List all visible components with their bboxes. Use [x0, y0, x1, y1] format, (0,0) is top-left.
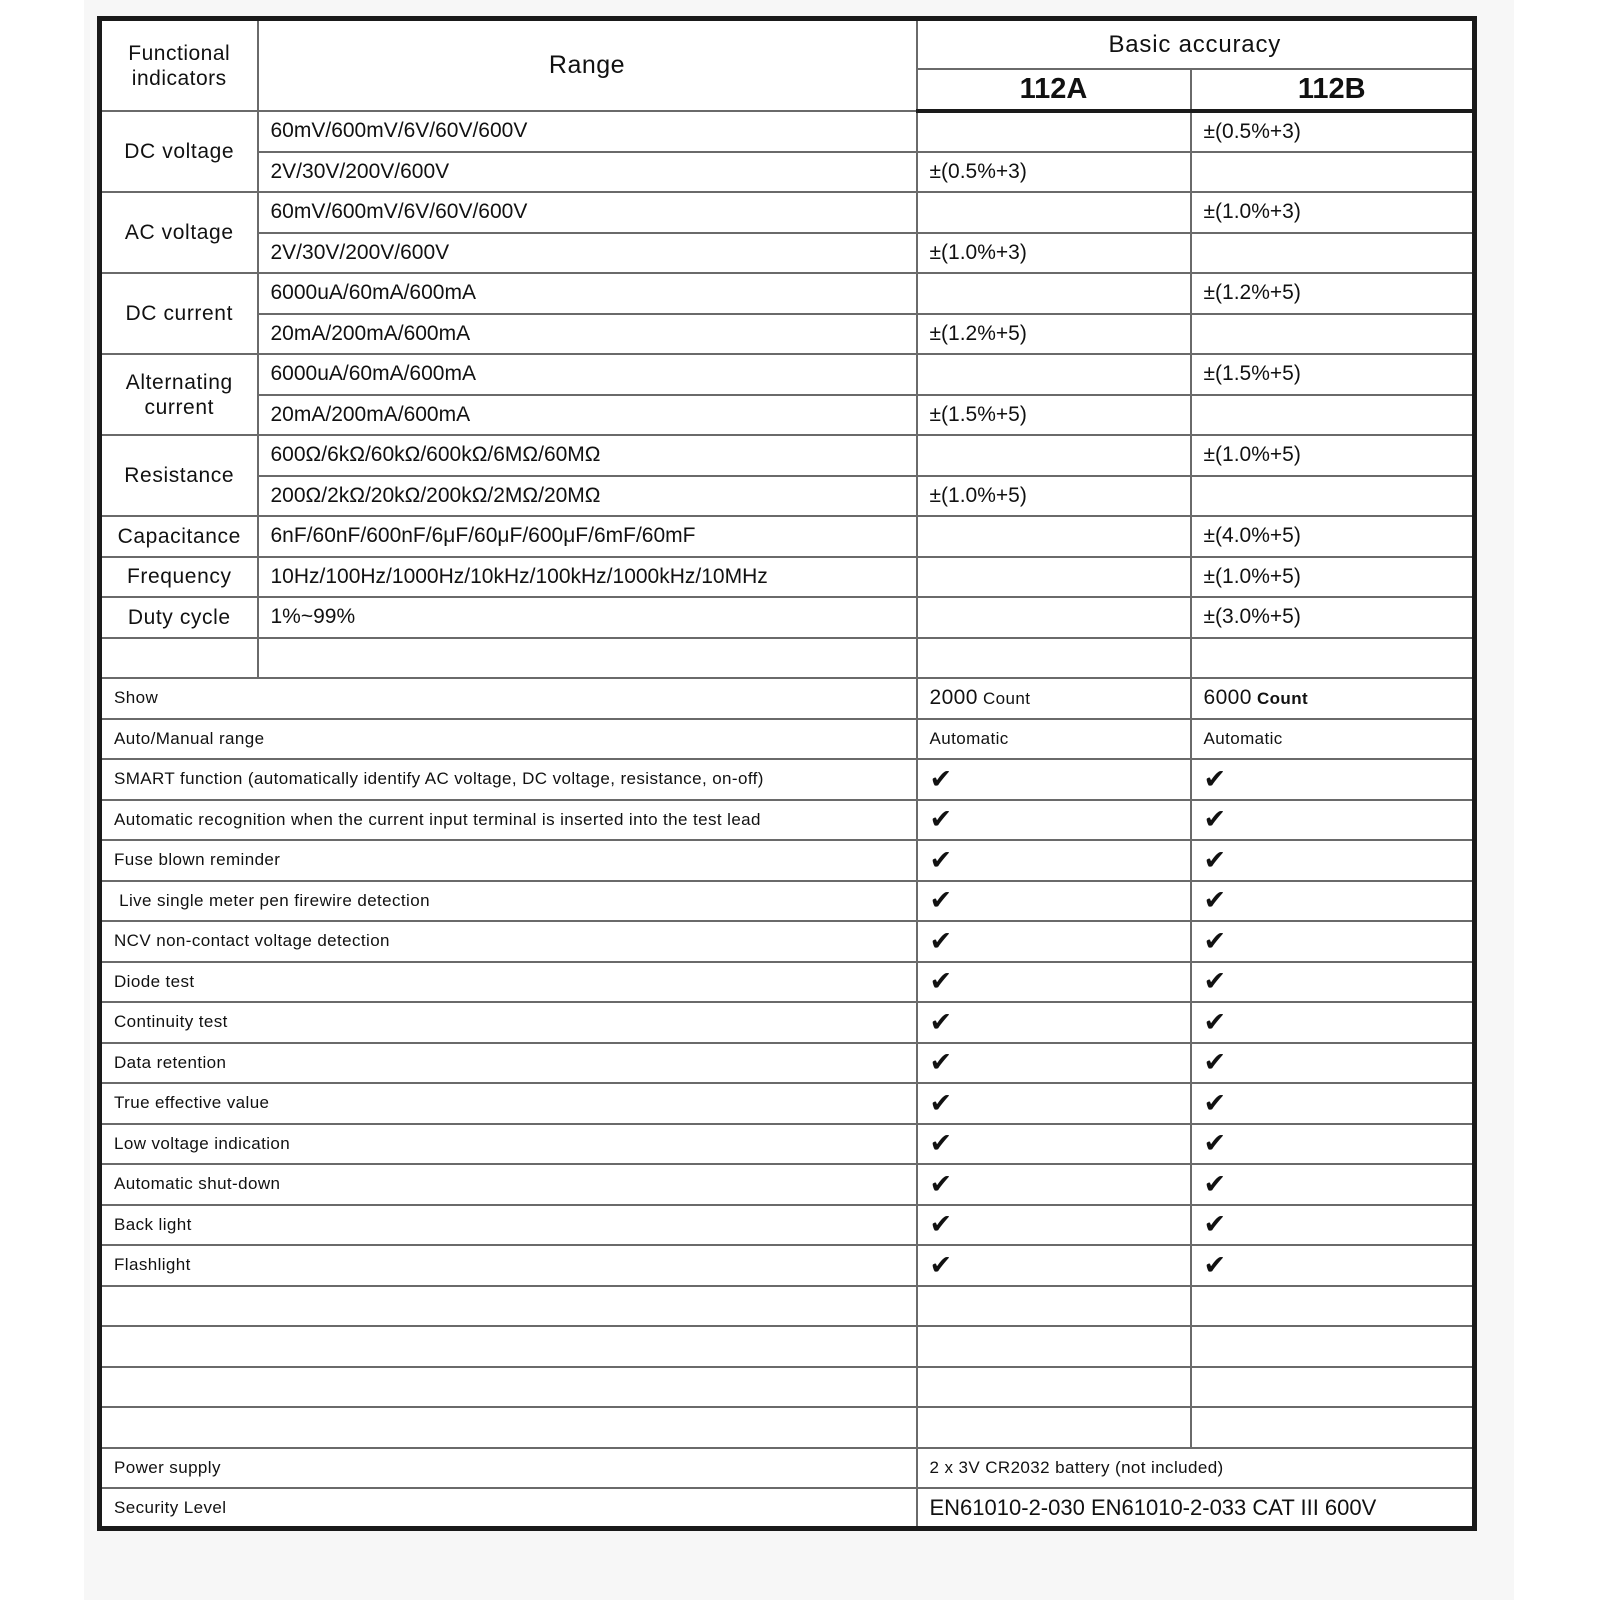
- accuracy-112a: ±(1.0%+5): [917, 476, 1191, 517]
- feature-label: Diode test: [100, 962, 917, 1003]
- accuracy-112b: [1191, 476, 1475, 517]
- check-112b: [1191, 800, 1475, 841]
- check-112b: [1191, 962, 1475, 1003]
- check-icon: ✔: [1203, 1087, 1227, 1118]
- measurement-row: [100, 111, 1475, 152]
- check-112b: [1191, 1083, 1475, 1124]
- feature-label: Continuity test: [100, 1002, 917, 1043]
- feature-row: [100, 1205, 1475, 1246]
- function-label: DC current: [100, 273, 258, 354]
- accuracy-112b: ±(4.0%+5): [1191, 516, 1475, 557]
- accuracy-112b: [1191, 395, 1475, 436]
- check-112a: [917, 1043, 1191, 1084]
- range-value: 60mV/600mV/6V/60V/600V: [258, 111, 917, 152]
- accuracy-112a: ±(1.0%+3): [917, 233, 1191, 274]
- accuracy-112b: [1191, 314, 1475, 355]
- header-model-b: 112B: [1191, 69, 1475, 111]
- range-value: 20mA/200mA/600mA: [258, 314, 917, 355]
- function-label: Capacitance: [100, 516, 258, 557]
- power-supply-row: [100, 1448, 1475, 1489]
- feature-row: [100, 881, 1475, 922]
- feature-row: [100, 1002, 1475, 1043]
- function-label: Duty cycle: [100, 597, 258, 638]
- check-112a: [917, 1245, 1191, 1286]
- check-icon: ✔: [929, 885, 953, 916]
- measurement-row: [100, 314, 1475, 355]
- security-level-row: [100, 1488, 1475, 1529]
- security-level-value: EN61010-2-030 EN61010-2-033 CAT III 600V: [917, 1488, 1475, 1529]
- accuracy-112a: [917, 597, 1191, 638]
- function-label: Resistance: [100, 435, 258, 516]
- blank-row: [100, 1367, 1475, 1408]
- accuracy-112b: ±(1.0%+5): [1191, 435, 1475, 476]
- check-112b: [1191, 921, 1475, 962]
- power-supply-value: 2 x 3V CR2032 battery (not included): [917, 1448, 1475, 1489]
- check-112b: [1191, 1164, 1475, 1205]
- accuracy-112a: [917, 192, 1191, 233]
- feature-row: [100, 962, 1475, 1003]
- feature-row: [100, 1043, 1475, 1084]
- measurement-row: [100, 476, 1475, 517]
- measurement-row: [100, 273, 1475, 314]
- feature-label: SMART function (automatically identify AC voltage, DC voltage, resistance, on-off): [100, 759, 917, 800]
- measurement-row: [100, 516, 1475, 557]
- header-basic-accuracy: Basic accuracy: [917, 19, 1475, 70]
- feature-label: Back light: [100, 1205, 917, 1246]
- check-icon: ✔: [1203, 763, 1227, 794]
- blank-cell: [917, 1407, 1191, 1448]
- check-icon: ✔: [1203, 885, 1227, 916]
- feature-label: Automatic recognition when the current input terminal is inserted into the test lead: [100, 800, 917, 841]
- count-value: 2000: [929, 686, 978, 710]
- spec-table: [97, 16, 1477, 1531]
- range-value: 200Ω/2kΩ/20kΩ/200kΩ/2MΩ/20MΩ: [258, 476, 917, 517]
- accuracy-112a: [917, 557, 1191, 598]
- feature-row: [100, 921, 1475, 962]
- check-icon: ✔: [1203, 804, 1227, 835]
- blank-cell: [100, 1367, 917, 1408]
- check-icon: ✔: [1203, 966, 1227, 997]
- check-icon: ✔: [1203, 1209, 1227, 1240]
- feature-row: [100, 800, 1475, 841]
- range-value: 10Hz/100Hz/1000Hz/10kHz/100kHz/1000kHz/10MHz: [258, 557, 917, 598]
- check-icon: ✔: [1203, 1128, 1227, 1159]
- range-value: 2V/30V/200V/600V: [258, 233, 917, 274]
- auto-manual-row: [100, 719, 1475, 760]
- function-label: Alternating current: [100, 354, 258, 435]
- security-level-label: Security Level: [100, 1488, 917, 1529]
- check-icon: ✔: [929, 804, 953, 835]
- measurement-row: [100, 597, 1475, 638]
- measurement-row: [100, 557, 1475, 598]
- accuracy-112a: ±(0.5%+3): [917, 152, 1191, 193]
- feature-row: [100, 759, 1475, 800]
- measurement-row: [100, 395, 1475, 436]
- check-112a: [917, 1205, 1191, 1246]
- accuracy-112a: [917, 273, 1191, 314]
- feature-label: Flashlight: [100, 1245, 917, 1286]
- measurement-row: [100, 354, 1475, 395]
- blank-cell: [917, 1326, 1191, 1367]
- accuracy-112a: [917, 516, 1191, 557]
- feature-label: Automatic shut-down: [100, 1164, 917, 1205]
- feature-label: NCV non-contact voltage detection: [100, 921, 917, 962]
- blank-cell: [917, 1286, 1191, 1327]
- measurement-row: [100, 233, 1475, 274]
- check-112b: [1191, 1002, 1475, 1043]
- accuracy-112a: [917, 354, 1191, 395]
- header-model-a: 112A: [917, 69, 1191, 111]
- range-value: 6nF/60nF/600nF/6μF/60μF/600μF/6mF/60mF: [258, 516, 917, 557]
- check-icon: ✔: [929, 925, 953, 956]
- blank-cell: [1191, 638, 1475, 679]
- check-icon: ✔: [929, 1168, 953, 1199]
- function-label: AC voltage: [100, 192, 258, 273]
- function-label: DC voltage: [100, 111, 258, 192]
- accuracy-112b: ±(1.2%+5): [1191, 273, 1475, 314]
- range-value: 6000uA/60mA/600mA: [258, 354, 917, 395]
- blank-cell: [100, 638, 258, 679]
- accuracy-112b: ±(1.5%+5): [1191, 354, 1475, 395]
- header-row-top: [100, 19, 1475, 70]
- count-unit: Count: [982, 689, 1031, 709]
- check-112a: [917, 1002, 1191, 1043]
- check-112a: [917, 921, 1191, 962]
- accuracy-112b: ±(1.0%+3): [1191, 192, 1475, 233]
- feature-row: [100, 1245, 1475, 1286]
- accuracy-112b: ±(0.5%+3): [1191, 111, 1475, 152]
- check-icon: ✔: [929, 1209, 953, 1240]
- feature-label: Data retention: [100, 1043, 917, 1084]
- blank-cell: [1191, 1326, 1475, 1367]
- check-icon: ✔: [1203, 1047, 1227, 1078]
- check-icon: ✔: [1203, 1249, 1227, 1280]
- check-112b: [1191, 881, 1475, 922]
- accuracy-112b: [1191, 152, 1475, 193]
- check-icon: ✔: [929, 844, 953, 875]
- check-112b: [1191, 1043, 1475, 1084]
- check-112b: [1191, 1205, 1475, 1246]
- spec-table-body: [100, 19, 1475, 1529]
- show-112a: [917, 678, 1191, 719]
- check-112a: [917, 759, 1191, 800]
- accuracy-112b: [1191, 233, 1475, 274]
- count-value: 6000: [1203, 686, 1252, 710]
- measurement-row: [100, 435, 1475, 476]
- check-112b: [1191, 840, 1475, 881]
- feature-label: Live single meter pen firewire detection: [100, 881, 917, 922]
- range-value: 20mA/200mA/600mA: [258, 395, 917, 436]
- feature-label: Low voltage indication: [100, 1124, 917, 1165]
- check-112a: [917, 1164, 1191, 1205]
- range-value: 6000uA/60mA/600mA: [258, 273, 917, 314]
- check-112b: [1191, 759, 1475, 800]
- feature-row: [100, 1083, 1475, 1124]
- header-range: Range: [258, 19, 917, 112]
- measurement-row: [100, 192, 1475, 233]
- show-row: [100, 678, 1475, 719]
- check-112a: [917, 881, 1191, 922]
- check-icon: ✔: [1203, 925, 1227, 956]
- auto-manual-112b: Automatic: [1191, 719, 1475, 760]
- check-icon: ✔: [1203, 1006, 1227, 1037]
- header-functional-indicators: Functional indicators: [100, 19, 258, 112]
- range-value: 600Ω/6kΩ/60kΩ/600kΩ/6MΩ/60MΩ: [258, 435, 917, 476]
- check-icon: ✔: [929, 763, 953, 794]
- blank-cell: [1191, 1286, 1475, 1327]
- blank-cell: [1191, 1367, 1475, 1408]
- check-icon: ✔: [929, 1249, 953, 1280]
- check-icon: ✔: [1203, 844, 1227, 875]
- accuracy-112b: ±(3.0%+5): [1191, 597, 1475, 638]
- auto-manual-112a: Automatic: [917, 719, 1191, 760]
- check-icon: ✔: [1203, 1168, 1227, 1199]
- accuracy-112a: ±(1.5%+5): [917, 395, 1191, 436]
- check-112a: [917, 962, 1191, 1003]
- feature-row: [100, 1124, 1475, 1165]
- blank-cell: [100, 1286, 917, 1327]
- check-112a: [917, 800, 1191, 841]
- blank-row: [100, 1326, 1475, 1367]
- range-value: 2V/30V/200V/600V: [258, 152, 917, 193]
- blank-cell: [1191, 1407, 1475, 1448]
- check-112a: [917, 840, 1191, 881]
- check-112b: [1191, 1245, 1475, 1286]
- accuracy-112a: ±(1.2%+5): [917, 314, 1191, 355]
- function-label: Frequency: [100, 557, 258, 598]
- check-icon: ✔: [929, 1128, 953, 1159]
- show-112b: [1191, 678, 1475, 719]
- feature-label: Fuse blown reminder: [100, 840, 917, 881]
- measurement-row: [100, 152, 1475, 193]
- check-112b: [1191, 1124, 1475, 1165]
- show-label: Show: [100, 678, 917, 719]
- blank-row: [100, 1286, 1475, 1327]
- accuracy-112b: ±(1.0%+5): [1191, 557, 1475, 598]
- accuracy-112a: [917, 435, 1191, 476]
- power-supply-label: Power supply: [100, 1448, 917, 1489]
- accuracy-112a: [917, 111, 1191, 152]
- range-value: 1%~99%: [258, 597, 917, 638]
- blank-cell: [917, 1367, 1191, 1408]
- count-unit: Count: [1256, 689, 1309, 709]
- blank-cell: [258, 638, 917, 679]
- check-icon: ✔: [929, 966, 953, 997]
- feature-row: [100, 840, 1475, 881]
- blank-row: [100, 638, 1475, 679]
- feature-row: [100, 1164, 1475, 1205]
- blank-row: [100, 1407, 1475, 1448]
- feature-label: True effective value: [100, 1083, 917, 1124]
- blank-cell: [100, 1326, 917, 1367]
- range-value: 60mV/600mV/6V/60V/600V: [258, 192, 917, 233]
- blank-cell: [100, 1407, 917, 1448]
- check-112a: [917, 1083, 1191, 1124]
- check-icon: ✔: [929, 1006, 953, 1037]
- blank-cell: [917, 638, 1191, 679]
- check-112a: [917, 1124, 1191, 1165]
- check-icon: ✔: [929, 1047, 953, 1078]
- check-icon: ✔: [929, 1087, 953, 1118]
- auto-manual-label: Auto/Manual range: [100, 719, 917, 760]
